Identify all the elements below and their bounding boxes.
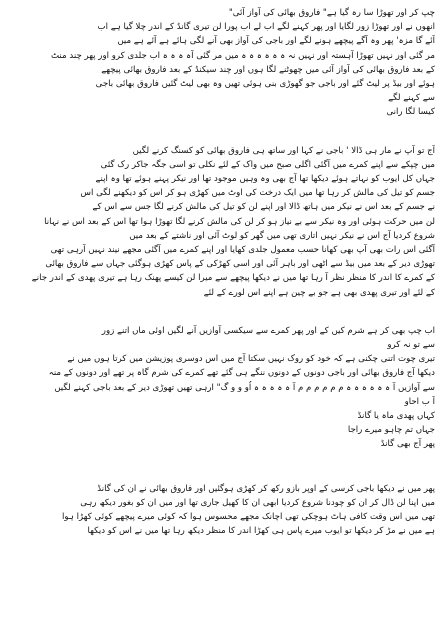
text-line: سے تو نہ کرو (387, 340, 435, 351)
paragraph-3 (4, 324, 435, 452)
text-line: جہاں تم چاہو میرے راجا (347, 425, 435, 436)
text-line: سے آوازیں آ ہ ہ ہ ہ ہ ہ م م م م م م آ ہ ہ ہ ہ ہ اُو و و گ" ارہی تھیں تھوڑی دیر کے بعد باجی کہنے لگیں (54, 382, 435, 393)
text-line: کیسا لگا رانی (386, 107, 435, 118)
paragraph-4 (4, 482, 435, 539)
text-line: چپ کر اور تھوڑا سا رہ گیا ہے" فاروق بھائی کی آواز آئی" (228, 8, 435, 18)
text-line: نے جسم کے بعد اس نے نیکر میں ہاتھ ڈالا اور اپنے لن کو تیل کی مالش کرنے لگا جس سے اس کے (92, 202, 435, 213)
text-line: تھی میں اس وقت کافی ہاٹ ہوچکی تھی اچانک مجھے محسوس ہوا کہ کوئی میرے پیچھے کوئی کھڑا ہوا (62, 512, 435, 523)
text-line: کے بعد فاروق بھائی کی آواز آئی میں چھوٹنے لگا ہوں اور چند سیکنڈ کے بعد فاروق بھائی پیچھے (101, 64, 435, 75)
text-line: انھوں نے اور تھوڑا زور لگایا اور پھر کہنے لگے اب لے اب پورا لن تیری گانڈ کے اندر چلا گیا ہے اب (97, 22, 435, 33)
text-line: دیکھا آج فاروق بھائی اور باجی دونوں کے دونوں ننگے ہی گئے تھے کمرے کی شرم گاہ پر تھے اور دونوں کے منہ (48, 368, 435, 379)
text-line: اب چپ بھی کر ہے شرم کیں کے اور پھر کمرے سے سیکسی آوازیں آنے لگیں اوئی ماں اتنے زور (101, 325, 435, 336)
text-line: کے کمرے کا اندر کا منظر نظر آ رہا تھا میں نے دیکھا پیچھے سے میرا لن کیسے پھنک رہا ہے تیری پھدی کے اندر جانے (31, 273, 435, 284)
text-line: پھر آج بھی گانڈ (380, 439, 435, 450)
text-line: لن میں حرکت ہوئی اور وہ نیکر سے بے نیاز ہو کر لن کی مالش کرنے لگا تھوڑا ہوا تھا اس کے بعد اس نے نہانا (44, 216, 435, 227)
text-line: ہوئے اور بیڈ پر لیٹ گئے اور باجی جو گھوڑی بنی ہوئی تھیں وہ بھی لیٹ گئیں فاروق بھائی باجی (95, 79, 435, 90)
paragraph-1 (4, 6, 435, 120)
text-line: آ ب احاو (404, 396, 435, 407)
text-line: آج تو آپ نے مار ہی ڈالا ' باجی نے کہا اور ساتھ ہی فاروق بھائی کو کسنگ کرنے لگیں (132, 145, 435, 156)
text-line: سے کہنے لگے (388, 93, 435, 104)
text-line: پھر میں نے دیکھا باجی کرسی کے اوپر بازو رکھ کر کھڑی ہوگئیں اور فاروق بھائی نے ان کی گانڈ (97, 483, 435, 494)
paragraph-2 (4, 144, 435, 300)
text-line: مر گئی اور نہیں تھوڑا آہستہ اور نہیں نہ ہ ہ ہ ہ ہ ہ میں مر گئی آہ ہ ہ ہ اب جلدی کرو اور پھر چند منٹ (50, 50, 435, 61)
text-line: کے لئے اور تیری پھدی بھی ہے جو بے چین ہے اپنے اس لورے کے لئے (203, 287, 435, 298)
text-line: شروع کردیا آج اس نے نیکر نہیں اتاری تھی میں گھر کو لوٹ آئی اور ناشتے کے بعد میں (129, 230, 435, 241)
text-line: میں اپنا لن ڈال کر ان کو چودنا شروع کردیا ابھی ان کا کھیل جاری تھا اور میں ان کو بغور دیکھ رہی (80, 497, 435, 508)
text-line: جسم کو تیل کی مالش کر رہا تھا میں ایک درخت کی اوٹ میں کھڑی ہو کر اس کو دیکھنے لگی اس (80, 188, 435, 199)
text-line: تیری چوت اتنی چکنی ہے کہ خود کو روک نہیں سکتا آج میں اس دوسری پوزیشن میں کرتا ہوں میں نے (67, 354, 435, 365)
text-line: میں چپکے سے اپنے کمرے میں آگئی اگلی صبح میں واک کے لئے نکلی تو اسی جگہ جاکر رک گئی (100, 159, 435, 170)
text-line: کہاں پھدی ماہ یا گانڈ (357, 411, 435, 422)
text-line: ہے میں نے مڑ کر دیکھا تو ایوب میرے پاس ہی کھڑا اندر کا منظر دیکھ رہا تھا میں نے اس کو دیکھا (87, 526, 435, 537)
text-line: آگئی اس رات بھی آپ بھی کھانا حسب معمول جلدی کھایا اور اپنے کمرے میں آگئی مجھے نیند نہیں آرہی تھی (50, 245, 435, 256)
text-line: تھوڑی دیر کے بعد میں بیڈ سے اٹھی اور باہر آئی اور اسی کھڑکی کے پاس کھڑی ہوگئی جہاں سے فاروق بھائی (45, 259, 435, 270)
text-line: جہاں کل ایوب کو نہاتے ہوئے دیکھا تھا آج بھی وہ وہیں موجود تھا اور نیکر پہنے ہوئے تھا وہ اپنے (95, 174, 435, 185)
text-line: آئے گا مزہ' پھر وہ آگے پیچھے ہونے لگے اور باجی کی آواز بھی آنے لگی ہائے ہے آئے ہے میں (117, 36, 435, 47)
